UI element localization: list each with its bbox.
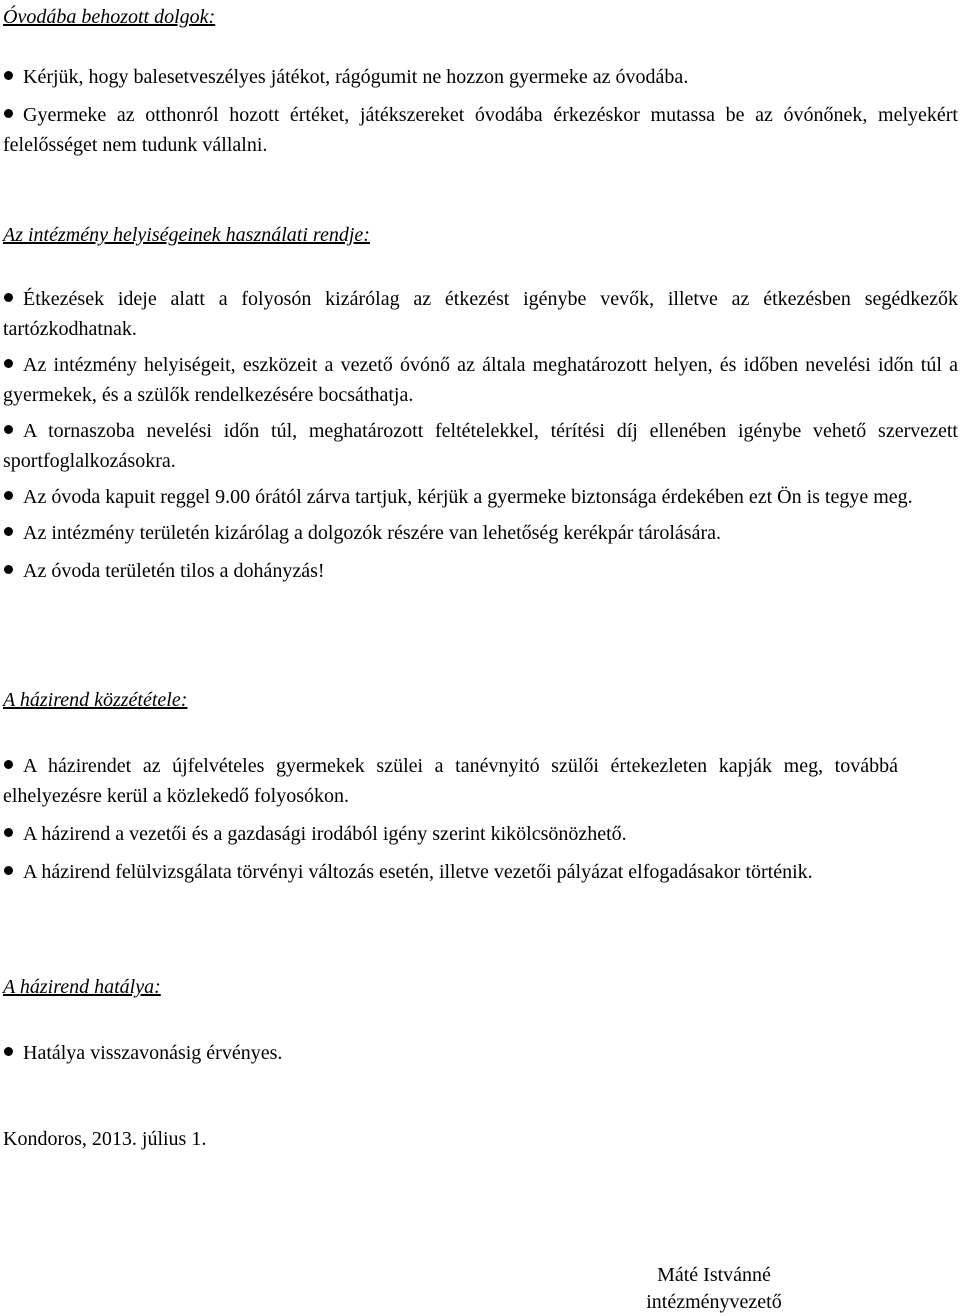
list-item: Az intézmény helyiségeit, eszközeit a vezető óvónő az általa meghatározott helyen, és időben nevelési időn túl a gyermekek, és a szülők rendelkezésére bocsáthatja. [3, 354, 958, 406]
list-item: Az óvoda területén tilos a dohányzás! [3, 556, 958, 586]
section-heading-room-usage: Az intézmény helyiségeinek használati rendje: [3, 224, 370, 246]
list-item: A tornaszoba nevelési időn túl, meghatározott feltételekkel, térítési díj ellenében igénybe vehető szervezett sportfoglalkozásokra. [3, 420, 958, 472]
signature-name: Máté Istvánné [657, 1264, 771, 1286]
list-item: Az óvoda kapuit reggel 9.00 órától zárva tartjuk, kérjük a gyermeke biztonsága érdekében ezt Ön is tegye meg. [3, 482, 958, 512]
bullet-icon [4, 359, 13, 368]
list-item: Kérjük, hogy balesetveszélyes játékot, rágógumit ne hozzon gyermeke az óvodába. [3, 62, 958, 92]
list-item: A házirendet az újfelvételes gyermekek szülei a tanévnyitó szülői értekezleten kapják meg, továbbá elhelyezésre kerül a közlekedő folyosókon. [3, 755, 898, 807]
bullet-icon [4, 71, 13, 80]
bullet-list-publication [3, 751, 958, 887]
section-items-brought [3, 2, 958, 160]
list-item: A házirend a vezetői és a gazdasági irodából igény szerint kikölcsönözhető. [3, 819, 958, 849]
section-heading-items-brought: Óvodába behozott dolgok: [3, 6, 216, 28]
bullet-icon [4, 1047, 13, 1056]
bullet-icon [4, 565, 13, 574]
bullet-list-validity [3, 1038, 958, 1068]
list-item: Étkezések ideje alatt a folyosón kizárólag az étkezést igénybe vevők, illetve az étkezésben segédkezők tartózkodhatnak. [3, 288, 958, 340]
section-room-usage [3, 220, 958, 586]
list-item: Gyermeke az otthonról hozott értéket, játékszereket óvodába érkezéskor mutassa be az óvónőnek, melyekért felelősséget nem tudunk vállalni. [3, 104, 958, 156]
list-item: Hatálya visszavonásig érvényes. [3, 1038, 958, 1068]
bullet-icon [4, 491, 13, 500]
list-item: Az intézmény területén kizárólag a dolgozók részére van lehetőség kerékpár tárolására. [3, 518, 958, 548]
signature-block [638, 1262, 790, 1316]
bullet-icon [4, 293, 13, 302]
bullet-icon [4, 866, 13, 875]
signature-title: intézményvezető [646, 1291, 782, 1313]
section-heading-validity: A házirend hatálya: [3, 976, 161, 998]
bullet-icon [4, 760, 13, 769]
bullet-list-room-usage [3, 284, 958, 586]
list-item: A házirend felülvizsgálata törvényi változás esetén, illetve vezetői pályázat elfogadásakor történik. [3, 857, 958, 887]
bullet-icon [4, 828, 13, 837]
place-date: Kondoros, 2013. július 1. [3, 1128, 207, 1150]
section-validity [3, 972, 958, 1068]
bullet-icon [4, 425, 13, 434]
bullet-icon [4, 527, 13, 536]
bullet-list-items-brought [3, 62, 958, 160]
section-heading-publication: A házirend közzététele: [3, 689, 188, 711]
bullet-icon [4, 109, 13, 118]
section-publication [3, 685, 958, 887]
